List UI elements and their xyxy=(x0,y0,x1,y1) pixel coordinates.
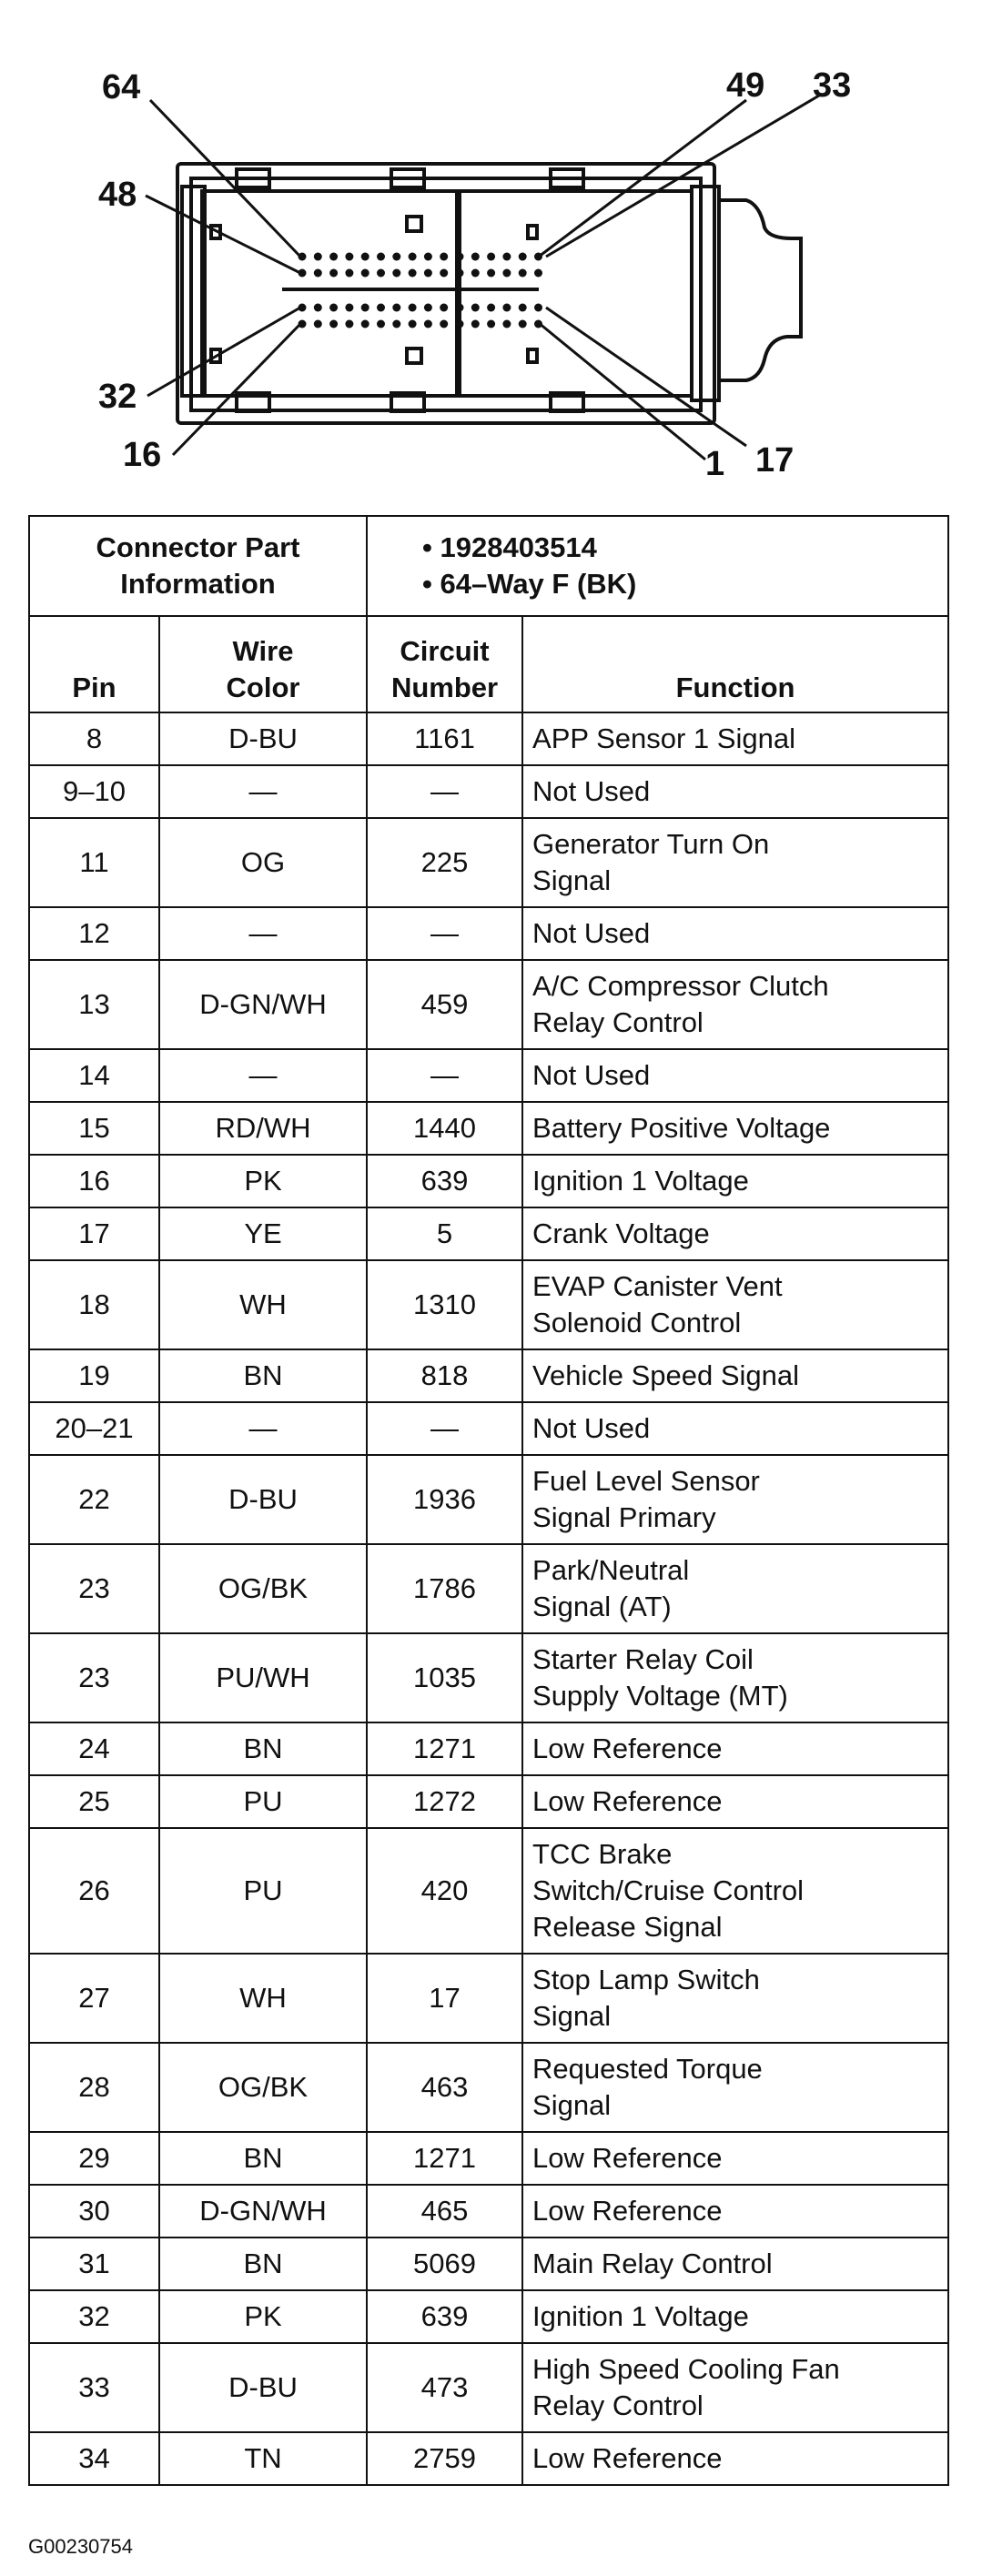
circuit-number-cell: 459 xyxy=(367,960,522,1049)
pin-dot xyxy=(502,269,511,278)
function-cell xyxy=(522,2132,948,2185)
function-cell xyxy=(522,1402,948,1455)
pin-cell: 14 xyxy=(29,1049,159,1102)
function-cell xyxy=(522,1155,948,1207)
pin-dot xyxy=(471,320,480,328)
pin-dot xyxy=(409,304,417,312)
function-line: Low Reference xyxy=(532,2442,723,2474)
pin-dot xyxy=(377,269,385,278)
circuit-number-cell: — xyxy=(367,1402,522,1455)
wire-color-cell: BN xyxy=(159,1722,367,1775)
function-line: EVAP Canister Vent xyxy=(532,1270,783,1302)
table-row xyxy=(29,2185,948,2238)
function-line: Switch/Cruise Control xyxy=(532,1874,805,1906)
pin-dot xyxy=(519,269,527,278)
function-line: Park/Neutral xyxy=(532,1554,690,1586)
function-line: High Speed Cooling Fan xyxy=(532,2353,840,2385)
pin-dot xyxy=(314,269,322,278)
circuit-number-cell: 473 xyxy=(367,2343,522,2432)
connector-info-row xyxy=(29,516,948,616)
table-row xyxy=(29,818,948,907)
pin-dot xyxy=(392,269,400,278)
function-cell xyxy=(522,907,948,960)
pin-dot xyxy=(377,320,385,328)
wire-color-cell: WH xyxy=(159,1260,367,1349)
wire-color-cell: PU xyxy=(159,1775,367,1828)
table-row xyxy=(29,2043,948,2132)
col-wire-color-header xyxy=(159,616,367,712)
function-line: Ignition 1 Voltage xyxy=(532,2300,749,2332)
pin-cell: 20–21 xyxy=(29,1402,159,1455)
col-circuit-header xyxy=(367,616,522,712)
circuit-number-cell: 1161 xyxy=(367,712,522,765)
table-row xyxy=(29,1775,948,1828)
table-row xyxy=(29,907,948,960)
function-cell xyxy=(522,1722,948,1775)
wire-color-cell: D-GN/WH xyxy=(159,2185,367,2238)
function-cell xyxy=(522,1544,948,1633)
table-row xyxy=(29,960,948,1049)
function-line: Battery Positive Voltage xyxy=(532,1112,831,1144)
function-cell xyxy=(522,818,948,907)
pin-dot xyxy=(409,253,417,261)
table-row xyxy=(29,2238,948,2290)
wire-color-cell: OG/BK xyxy=(159,2043,367,2132)
function-cell xyxy=(522,1775,948,1828)
function-cell xyxy=(522,1633,948,1722)
pin-dot xyxy=(519,320,527,328)
pin-dot xyxy=(424,253,432,261)
table-row xyxy=(29,1155,948,1207)
callout-48: 48 xyxy=(98,176,137,214)
function-cell xyxy=(522,1260,948,1349)
function-line: Release Signal xyxy=(532,1911,723,1943)
pin-cell: 8 xyxy=(29,712,159,765)
pin-dot xyxy=(424,269,432,278)
connector-info-label-line1: Connector Part xyxy=(96,531,300,563)
pin-dot xyxy=(424,320,432,328)
pin-cell: 17 xyxy=(29,1207,159,1260)
wire-color-cell: PU xyxy=(159,1828,367,1954)
pin-dot xyxy=(409,269,417,278)
col-wire-label-1: Wire xyxy=(232,635,294,667)
table-row xyxy=(29,1455,948,1544)
table-row xyxy=(29,2290,948,2343)
circuit-number-cell: 639 xyxy=(367,1155,522,1207)
pin-dot xyxy=(487,253,495,261)
function-line: Not Used xyxy=(532,1412,651,1444)
col-function-label: Function xyxy=(675,672,795,703)
pin-dot xyxy=(424,304,432,312)
pin-dot xyxy=(392,304,400,312)
pin-dot xyxy=(409,320,417,328)
circuit-number-cell: 2759 xyxy=(367,2432,522,2485)
pin-cell: 15 xyxy=(29,1102,159,1155)
function-line: Vehicle Speed Signal xyxy=(532,1359,800,1391)
function-cell xyxy=(522,1207,948,1260)
connector-type: • 64–Way F (BK) xyxy=(422,566,938,602)
connector-info-label xyxy=(29,516,367,616)
function-line: Not Used xyxy=(532,775,651,807)
pin-dot xyxy=(502,253,511,261)
pin-rows-body xyxy=(29,712,948,2485)
pin-cell: 25 xyxy=(29,1775,159,1828)
table-row xyxy=(29,1722,948,1775)
function-cell xyxy=(522,2290,948,2343)
pin-dot xyxy=(345,253,353,261)
wire-color-cell: D-BU xyxy=(159,2343,367,2432)
pin-dot xyxy=(361,320,370,328)
function-line: APP Sensor 1 Signal xyxy=(532,722,795,754)
figure-id: G00230754 xyxy=(28,2535,133,2558)
function-line: Signal xyxy=(532,2089,612,2121)
function-line: Not Used xyxy=(532,1059,651,1091)
pin-dot xyxy=(345,320,353,328)
pin-dot xyxy=(361,253,370,261)
col-pin-label: Pin xyxy=(72,672,116,703)
pin-dot xyxy=(519,304,527,312)
function-line: Solenoid Control xyxy=(532,1307,742,1339)
function-line: Signal xyxy=(532,864,612,896)
pin-dot xyxy=(440,320,448,328)
circuit-number-cell: 1272 xyxy=(367,1775,522,1828)
pin-cell: 26 xyxy=(29,1828,159,1954)
pin-dot xyxy=(471,269,480,278)
table-row xyxy=(29,1633,948,1722)
table-row xyxy=(29,1049,948,1102)
function-line: Stop Lamp Switch xyxy=(532,1964,760,1995)
pin-cell: 33 xyxy=(29,2343,159,2432)
wire-color-cell: PK xyxy=(159,1155,367,1207)
function-line: Signal Primary xyxy=(532,1501,716,1533)
col-wire-label-2: Color xyxy=(226,672,300,703)
pin-dot xyxy=(471,253,480,261)
function-line: Signal xyxy=(532,2000,612,2032)
function-line: Low Reference xyxy=(532,2142,723,2174)
table-row xyxy=(29,1349,948,1402)
pin-dot xyxy=(329,304,338,312)
pin-dot xyxy=(345,304,353,312)
pin-dot xyxy=(456,320,464,328)
wire-color-cell: BN xyxy=(159,2238,367,2290)
pin-dot xyxy=(440,253,448,261)
pin-cell: 16 xyxy=(29,1155,159,1207)
pin-cell: 28 xyxy=(29,2043,159,2132)
col-function-header xyxy=(522,616,948,712)
function-line: Not Used xyxy=(532,917,651,949)
function-line: Low Reference xyxy=(532,1732,723,1764)
col-pin-header xyxy=(29,616,159,712)
circuit-number-cell: — xyxy=(367,765,522,818)
wire-color-cell: OG/BK xyxy=(159,1544,367,1633)
connector-info-values xyxy=(367,516,948,616)
function-line: Starter Relay Coil xyxy=(532,1643,754,1675)
wire-color-cell: BN xyxy=(159,1349,367,1402)
wire-color-cell: RD/WH xyxy=(159,1102,367,1155)
pin-dot xyxy=(329,253,338,261)
pin-cell: 19 xyxy=(29,1349,159,1402)
pin-cell: 24 xyxy=(29,1722,159,1775)
function-line: TCC Brake xyxy=(532,1838,673,1870)
pin-dot xyxy=(329,320,338,328)
connector-part-number: • 1928403514 xyxy=(422,530,938,566)
table-row xyxy=(29,765,948,818)
table-row xyxy=(29,2432,948,2485)
function-cell xyxy=(522,1349,948,1402)
callout-16: 16 xyxy=(123,436,162,474)
pin-dot xyxy=(502,320,511,328)
pin-dot xyxy=(361,304,370,312)
pin-function-table xyxy=(28,515,949,2486)
table-row xyxy=(29,2132,948,2185)
function-line: Supply Voltage (MT) xyxy=(532,1680,788,1712)
function-cell xyxy=(522,765,948,818)
col-circuit-label-1: Circuit xyxy=(400,635,490,667)
circuit-number-cell: — xyxy=(367,907,522,960)
connector-info-label-line2: Information xyxy=(120,568,276,600)
pin-cell: 11 xyxy=(29,818,159,907)
circuit-number-cell: 465 xyxy=(367,2185,522,2238)
function-line: Low Reference xyxy=(532,1785,723,1817)
table-row xyxy=(29,1102,948,1155)
wire-color-cell: YE xyxy=(159,1207,367,1260)
pin-dot xyxy=(329,269,338,278)
wire-color-cell: — xyxy=(159,907,367,960)
circuit-number-cell: 1035 xyxy=(367,1633,522,1722)
circuit-number-cell: 1271 xyxy=(367,1722,522,1775)
function-cell xyxy=(522,2432,948,2485)
pin-dot xyxy=(456,304,464,312)
function-line: Requested Torque xyxy=(532,2053,763,2085)
wire-color-cell: OG xyxy=(159,818,367,907)
pin-dot xyxy=(392,320,400,328)
function-cell xyxy=(522,2043,948,2132)
pin-dot xyxy=(440,304,448,312)
wire-color-cell: TN xyxy=(159,2432,367,2485)
pin-dot xyxy=(519,253,527,261)
pin-dot xyxy=(392,253,400,261)
wire-color-cell: WH xyxy=(159,1954,367,2043)
circuit-number-cell: 1310 xyxy=(367,1260,522,1349)
pin-dot xyxy=(534,269,542,278)
table-row xyxy=(29,1544,948,1633)
wire-color-cell: — xyxy=(159,765,367,818)
pin-dot xyxy=(456,253,464,261)
table-row xyxy=(29,1402,948,1455)
pin-dot xyxy=(534,304,542,312)
connector-diagram xyxy=(0,0,982,510)
function-line: Generator Turn On xyxy=(532,828,770,860)
table-row xyxy=(29,712,948,765)
function-line: Crank Voltage xyxy=(532,1217,710,1249)
pin-dot xyxy=(440,269,448,278)
wire-color-cell: PU/WH xyxy=(159,1633,367,1722)
function-cell xyxy=(522,2238,948,2290)
circuit-number-cell: 463 xyxy=(367,2043,522,2132)
function-cell xyxy=(522,1102,948,1155)
function-cell xyxy=(522,1954,948,2043)
pin-dot xyxy=(487,304,495,312)
pin-cell: 30 xyxy=(29,2185,159,2238)
pin-cell: 12 xyxy=(29,907,159,960)
pin-cell: 23 xyxy=(29,1544,159,1633)
pin-cell: 27 xyxy=(29,1954,159,2043)
pin-dot xyxy=(361,269,370,278)
callout-33: 33 xyxy=(813,66,852,105)
wire-color-cell: BN xyxy=(159,2132,367,2185)
pin-cell: 34 xyxy=(29,2432,159,2485)
callout-32: 32 xyxy=(98,378,137,416)
function-line: Low Reference xyxy=(532,2195,723,2227)
pin-dot xyxy=(487,320,495,328)
circuit-number-cell: 5069 xyxy=(367,2238,522,2290)
table-row xyxy=(29,1954,948,2043)
function-line: Relay Control xyxy=(532,2389,704,2421)
callout-49: 49 xyxy=(726,66,765,105)
circuit-number-cell: 1936 xyxy=(367,1455,522,1544)
pin-dot xyxy=(471,304,480,312)
function-line: Signal (AT) xyxy=(532,1591,672,1622)
pin-cell: 29 xyxy=(29,2132,159,2185)
circuit-number-cell: 225 xyxy=(367,818,522,907)
col-circuit-label-2: Number xyxy=(390,672,499,703)
circuit-number-cell: 1440 xyxy=(367,1102,522,1155)
function-line: Main Relay Control xyxy=(532,2248,773,2279)
wire-color-cell: — xyxy=(159,1402,367,1455)
pin-cell: 18 xyxy=(29,1260,159,1349)
function-line: Relay Control xyxy=(532,1006,704,1038)
pin-dot xyxy=(502,304,511,312)
circuit-number-cell: 1786 xyxy=(367,1544,522,1633)
function-cell xyxy=(522,2343,948,2432)
function-line: Fuel Level Sensor xyxy=(532,1465,760,1497)
table-row xyxy=(29,2343,948,2432)
pin-dot xyxy=(314,304,322,312)
wire-color-cell: PK xyxy=(159,2290,367,2343)
table-row xyxy=(29,1828,948,1954)
pin-dot xyxy=(314,253,322,261)
wire-color-cell: D-BU xyxy=(159,1455,367,1544)
table-row xyxy=(29,1260,948,1349)
circuit-number-cell: 17 xyxy=(367,1954,522,2043)
function-line: A/C Compressor Clutch xyxy=(532,970,829,1002)
pin-cell: 31 xyxy=(29,2238,159,2290)
pin-cell: 32 xyxy=(29,2290,159,2343)
table-row xyxy=(29,1207,948,1260)
pin-dot xyxy=(345,269,353,278)
pin-dot xyxy=(487,269,495,278)
pin-dot xyxy=(314,320,322,328)
wire-color-cell: D-GN/WH xyxy=(159,960,367,1049)
circuit-number-cell: 1271 xyxy=(367,2132,522,2185)
pin-dot xyxy=(456,269,464,278)
circuit-number-cell: 5 xyxy=(367,1207,522,1260)
function-cell xyxy=(522,2185,948,2238)
pin-cell: 23 xyxy=(29,1633,159,1722)
circuit-number-cell: 420 xyxy=(367,1828,522,1954)
function-cell xyxy=(522,960,948,1049)
pin-cell: 22 xyxy=(29,1455,159,1544)
circuit-number-cell: 818 xyxy=(367,1349,522,1402)
pin-dot xyxy=(377,304,385,312)
wire-color-cell: D-BU xyxy=(159,712,367,765)
column-header-row xyxy=(29,616,948,712)
callout-17: 17 xyxy=(755,441,795,480)
function-cell xyxy=(522,1828,948,1954)
callout-1: 1 xyxy=(705,445,725,483)
function-cell xyxy=(522,1049,948,1102)
pin-cell: 9–10 xyxy=(29,765,159,818)
function-line: Ignition 1 Voltage xyxy=(532,1165,749,1197)
function-cell xyxy=(522,1455,948,1544)
circuit-number-cell: — xyxy=(367,1049,522,1102)
circuit-number-cell: 639 xyxy=(367,2290,522,2343)
callout-64: 64 xyxy=(102,68,141,106)
pin-cell: 13 xyxy=(29,960,159,1049)
wire-color-cell: — xyxy=(159,1049,367,1102)
function-cell xyxy=(522,712,948,765)
pin-dot xyxy=(377,253,385,261)
connector-body xyxy=(177,164,801,423)
